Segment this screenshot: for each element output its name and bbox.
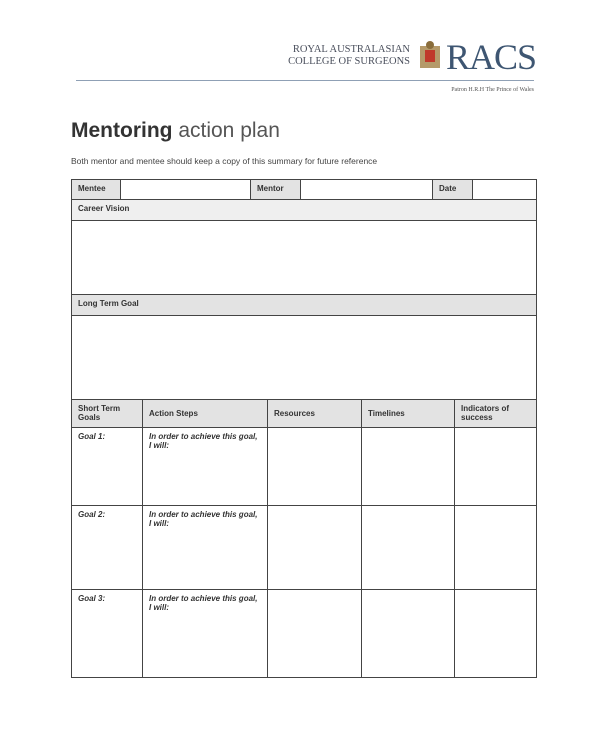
long-term-goal-label: Long Term Goal	[71, 294, 537, 316]
goal-1-resources[interactable]	[267, 427, 362, 506]
header-action-steps: Action Steps	[142, 399, 268, 428]
goal-1-indicators[interactable]	[454, 427, 537, 506]
long-term-goal-field[interactable]	[71, 315, 537, 400]
career-vision-label: Career Vision	[71, 199, 537, 221]
title-light: action plan	[178, 119, 280, 142]
date-label: Date	[432, 179, 473, 200]
date-field[interactable]	[472, 179, 537, 200]
org-line-2: COLLEGE OF SURGEONS	[288, 56, 410, 67]
goal-1-label: Goal 1:	[71, 427, 143, 506]
career-vision-field[interactable]	[71, 220, 537, 295]
header-timelines: Timelines	[361, 399, 455, 428]
goal-2-action[interactable]: In order to achieve this goal, I will:	[142, 505, 268, 590]
goal-2-resources[interactable]	[267, 505, 362, 590]
mentee-label: Mentee	[71, 179, 121, 200]
goal-3-label: Goal 3:	[71, 589, 143, 678]
goal-2-indicators[interactable]	[454, 505, 537, 590]
patron-text: Patron H.R.H The Prince of Wales	[451, 87, 534, 93]
coat-of-arms-icon	[417, 40, 443, 74]
mentor-label: Mentor	[250, 179, 301, 200]
goal-3-indicators[interactable]	[454, 589, 537, 678]
header-indicators: Indicators of success	[454, 399, 537, 428]
goal-3-resources[interactable]	[267, 589, 362, 678]
title-bold: Mentoring	[71, 119, 173, 142]
mentee-field[interactable]	[120, 179, 251, 200]
goal-2-timelines[interactable]	[361, 505, 455, 590]
goal-3-action[interactable]: In order to achieve this goal, I will:	[142, 589, 268, 678]
org-line-1: ROYAL AUSTRALASIAN	[292, 44, 410, 55]
goal-3-timelines[interactable]	[361, 589, 455, 678]
org-name	[270, 44, 410, 68]
subtitle: Both mentor and mentee should keep a copy of this summary for future reference	[71, 156, 378, 166]
mentor-field[interactable]	[300, 179, 433, 200]
header-short-term-goals: Short Term Goals	[71, 399, 143, 428]
goal-1-timelines[interactable]	[361, 427, 455, 506]
racs-logo: RACS	[446, 37, 537, 77]
goal-1-action[interactable]: In order to achieve this goal, I will:	[142, 427, 268, 506]
goal-2-label: Goal 2:	[71, 505, 143, 590]
header-resources: Resources	[267, 399, 362, 428]
page-title	[71, 119, 280, 143]
header-rule	[76, 80, 534, 81]
